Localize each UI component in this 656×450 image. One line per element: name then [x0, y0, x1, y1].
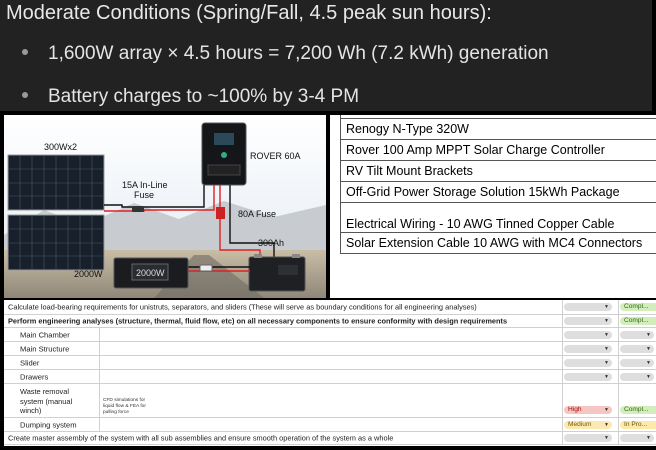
chevron-down-icon: ▼ [604, 304, 609, 310]
table-row: Waste removal system (manual winch) CFD simulations for liquid flow & FEA for pulling force High ▼ Compl... [4, 384, 656, 418]
chevron-down-icon: ▼ [604, 435, 609, 441]
status-badge[interactable]: Compl... [620, 317, 656, 325]
chevron-down-icon: ▼ [604, 318, 609, 324]
task-spreadsheet [4, 300, 656, 446]
table-row: Drawers ▼ ▼ [4, 370, 656, 384]
chevron-down-icon: ▼ [604, 345, 609, 352]
panels-label: 300Wx2 [44, 142, 78, 152]
summary-title: Moderate Conditions (Spring/Fall, 4.5 peak sun hours): [6, 2, 492, 24]
priority-dropdown[interactable]: Medium ▼ [564, 421, 612, 429]
chevron-down-icon: ▼ [604, 331, 609, 338]
parts-row: RV Tilt Mount Brackets [340, 161, 656, 182]
table-row: Slider ▼ ▼ [4, 356, 656, 370]
inverter-label: 2000W [74, 269, 103, 279]
table-row: Main Chamber ▼ ▼ [4, 328, 656, 342]
priority-dropdown[interactable] [564, 345, 612, 353]
priority-dropdown[interactable] [564, 303, 612, 311]
table-row: Calculate load-bearing requirements for unistruts, separators, and sliders (These will serve as boundary conditions for all engineering analyses) ▼ Compl... [4, 300, 656, 315]
solar-panel-bottom [8, 215, 104, 270]
parts-list [330, 115, 656, 298]
status-badge[interactable]: Compl... [620, 303, 656, 311]
fuse-icon [216, 207, 225, 219]
inline-fuse-label: Fuse [134, 190, 155, 200]
controller-label: ROVER 60A [250, 151, 301, 161]
chevron-down-icon: ▼ [646, 435, 651, 441]
table-row: Perform engineering analyses (structure, thermal, fluid flow, etc) on all necessary components to ensure conformity with design requirements ▼ Compl... [4, 315, 656, 328]
priority-dropdown[interactable] [564, 359, 612, 367]
solar-panel-top [8, 155, 104, 210]
status-badge[interactable]: In Pro... [620, 421, 656, 429]
priority-dropdown[interactable] [564, 331, 612, 339]
summary-panel [0, 0, 656, 111]
chevron-down-icon: ▼ [646, 359, 651, 366]
chevron-down-icon: ▼ [604, 407, 609, 413]
status-dropdown[interactable] [620, 434, 654, 442]
parts-row: Electrical Wiring - 10 AWG Tinned Copper Cable [340, 203, 656, 233]
table-row: Dumping system Medium ▼ In Pro... [4, 418, 656, 432]
priority-dropdown[interactable] [564, 373, 612, 381]
status-dropdown[interactable] [620, 331, 654, 339]
parts-row: Renogy N-Type 320W [340, 119, 656, 140]
summary-bullet: Battery charges to ~100% by 3-4 PM [22, 86, 359, 108]
summary-bullet: 1,600W array × 4.5 hours = 7,200 Wh (7.2 kWh) generation [22, 43, 549, 65]
inline-fuse-label: 15A In-Line [122, 180, 168, 190]
parts-row: Off-Grid Power Storage Solution 15kWh Package [340, 182, 656, 203]
bullet-icon [22, 49, 28, 55]
status-dropdown[interactable] [620, 359, 654, 367]
table-row: Main Structure ▼ ▼ [4, 342, 656, 356]
chevron-down-icon: ▼ [646, 331, 651, 338]
inverter-fuse-icon [200, 265, 212, 271]
chevron-down-icon: ▼ [604, 373, 609, 380]
inline-fuse-icon [132, 206, 144, 212]
chevron-down-icon: ▼ [604, 359, 609, 366]
battery-icon [249, 254, 305, 291]
priority-dropdown[interactable] [564, 434, 612, 442]
bullet-icon [22, 92, 28, 98]
status-dropdown[interactable] [620, 345, 654, 353]
fuse-label: 80A Fuse [238, 209, 277, 219]
status-badge[interactable]: Compl... [620, 406, 656, 414]
analysis-note: CFD simulations for liquid flow & FEA for pulling force [103, 398, 146, 415]
parts-row: Rover 100 Amp MPPT Solar Charge Controller [340, 140, 656, 161]
status-dropdown[interactable] [620, 373, 654, 381]
chevron-down-icon: ▼ [646, 373, 651, 380]
wiring-diagram [4, 115, 326, 298]
priority-dropdown[interactable] [564, 317, 612, 325]
battery-label: 300Ah [258, 238, 285, 248]
priority-dropdown[interactable]: High ▼ [564, 406, 612, 414]
chevron-down-icon: ▼ [604, 421, 609, 428]
chevron-down-icon: ▼ [646, 345, 651, 352]
parts-row: Solar Extension Cable 10 AWG with MC4 Connectors [340, 233, 656, 254]
table-row: Create master assembly of the system with all sub assemblies and ensure smooth operation of the system as a whole ▼ ▼ [4, 432, 656, 445]
charge-controller-icon [202, 123, 246, 185]
inverter-face-text: 2000W [136, 268, 165, 278]
